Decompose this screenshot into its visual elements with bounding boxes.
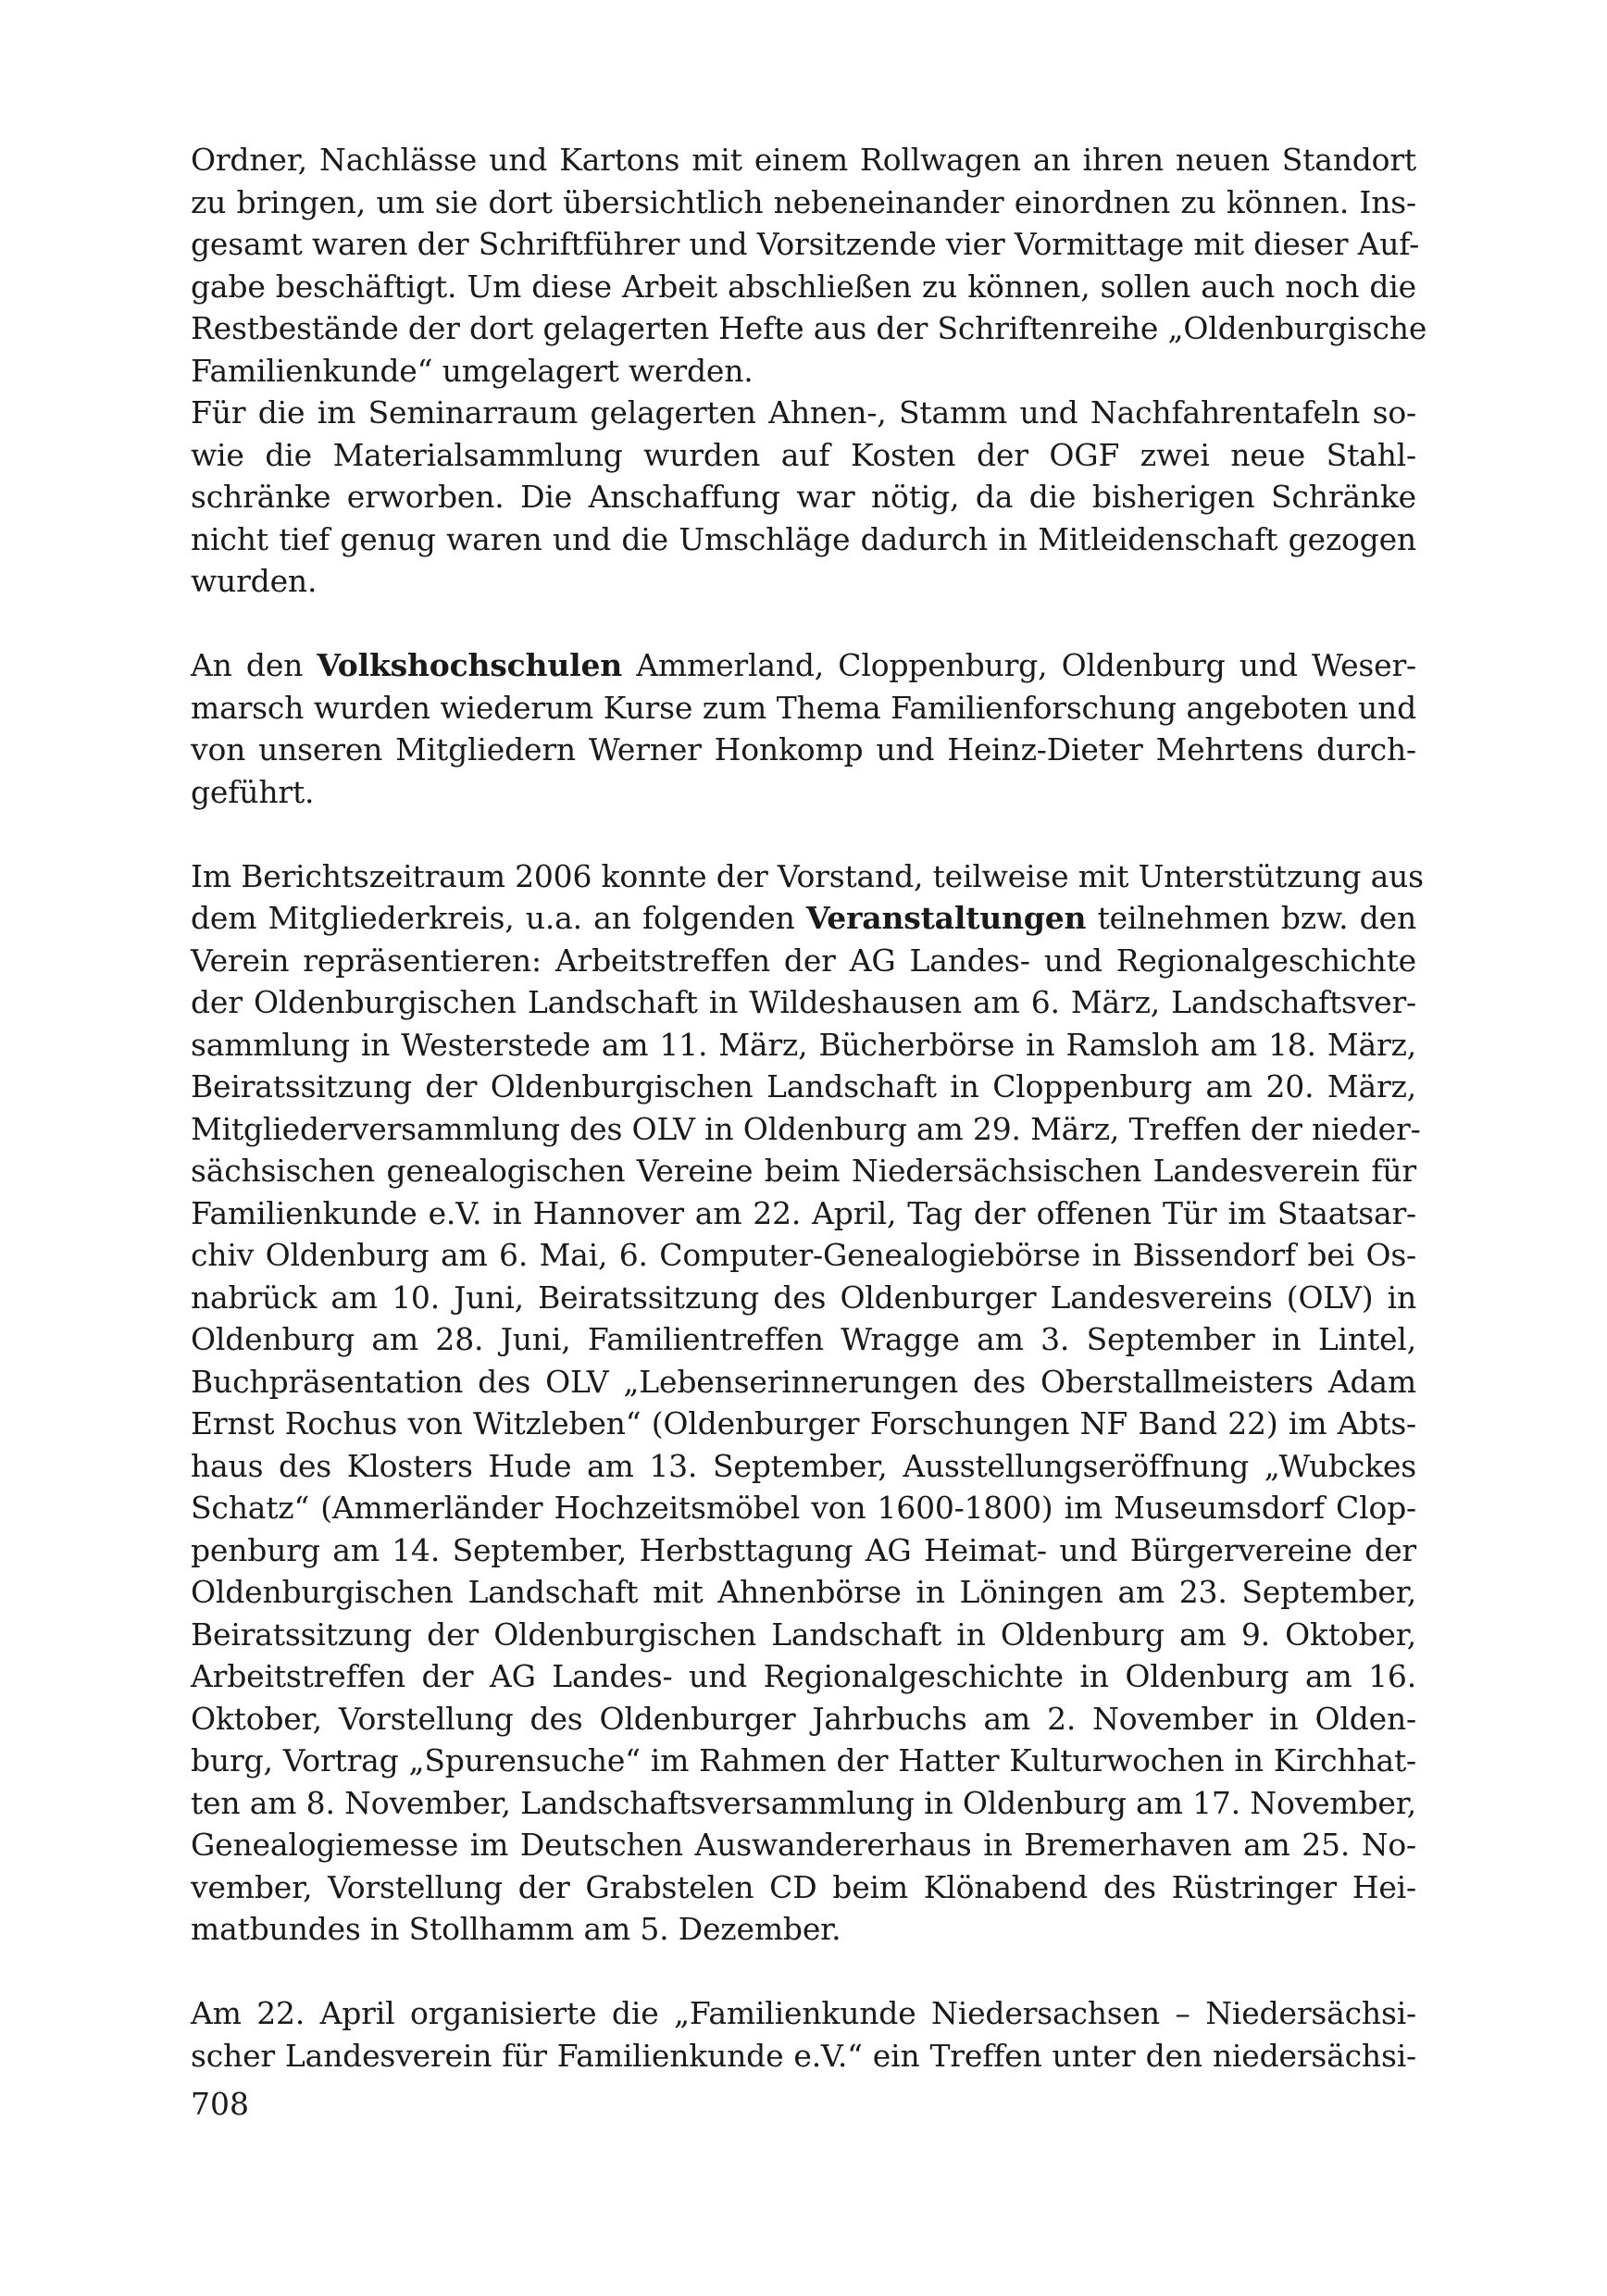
text-line: Oktober, Vorstellung des Oldenburger Jahrbuchs am 2. November in Olden- — [191, 1700, 1416, 1737]
page-body-text — [191, 139, 1427, 2119]
text-line — [191, 644, 1416, 687]
text-segment: dem Mitgliederkreis, u.a. an folgenden — [191, 900, 806, 936]
text-line: Für die im Seminarraum gelagerten Ahnen-, Stamm und Nachfahrentafeln so- — [191, 394, 1416, 430]
text-line: scher Landesverein für Familienkunde e.V.“ ein Treffen unter den niedersächsi- — [191, 2037, 1416, 2074]
paragraph-archive-move — [191, 139, 1427, 392]
text-line: der Oldenburgischen Landschaft in Wildeshausen am 6. März, Landschaftsver- — [191, 984, 1416, 1020]
text-line: Verein repräsentieren: Arbeitstreffen der AG Landes- und Regionalgeschichte — [191, 942, 1416, 979]
text-line: vember, Vorstellung der Grabstelen CD beim Klönabend des Rüstringer Hei- — [191, 1868, 1416, 1905]
text-line: Beiratssitzung der Oldenburgischen Landschaft in Cloppenburg am 20. März, — [191, 1068, 1416, 1104]
text-line: Mitgliederversammlung des OLV in Oldenburg am 29. März, Treffen der nieder- — [191, 1110, 1421, 1147]
text-line: marsch wurden wiederum Kurse zum Thema Familienforschung angeboten und — [191, 689, 1416, 726]
text-line: ten am 8. November, Landschaftsversammlung in Oldenburg am 17. November, — [191, 1784, 1416, 1821]
text-line: gabe beschäftigt. Um diese Arbeit abschließen zu können, sollen auch noch die — [191, 268, 1416, 305]
text-line: matbundes in Stollhamm am 5. Dezember. — [191, 1911, 841, 1947]
text-line: Arbeitstreffen der AG Landes- und Regionalgeschichte in Oldenburg am 16. — [191, 1658, 1416, 1694]
text-line: Ordner, Nachlässe und Kartons mit einem Rollwagen an ihren neuen Standort — [191, 142, 1416, 178]
text-line: haus des Klosters Hude am 13. September, Ausstellungseröffnung „Wubckes — [191, 1447, 1416, 1484]
bold-term-volkshochschulen: Volkshochschulen — [317, 647, 623, 683]
text-line: geführt. — [191, 773, 315, 810]
text-line: Beiratssitzung der Oldenburgischen Landschaft in Oldenburg am 9. Oktober, — [191, 1616, 1416, 1653]
text-line: burg, Vortrag „Spurensuche“ im Rahmen der Hatter Kulturwochen in Kirchhat- — [191, 1742, 1416, 1778]
text-line: Buchpräsentation des OLV „Lebenserinnerungen des Oberstallmeisters Adam — [191, 1363, 1416, 1400]
text-line: penburg am 14. September, Herbsttagung AG Heimat- und Bürgervereine der — [191, 1531, 1416, 1568]
text-line: Im Berichtszeitraum 2006 konnte der Vorstand, teilweise mit Unterstützung aus — [191, 857, 1424, 894]
paragraph-volkshochschulen — [191, 644, 1416, 813]
page-number: 708 — [191, 2086, 249, 2122]
text-line: chiv Oldenburg am 6. Mai, 6. Computer-Genealogiebörse in Bissendorf bei Os- — [191, 1237, 1416, 1273]
text-line: Restbestände der dort gelagerten Hefte aus der Schriftenreihe „Oldenburgische — [191, 310, 1427, 346]
text-line: Schatz“ (Ammerländer Hochzeitsmöbel von 1600-1800) im Museumsdorf Clop- — [191, 1490, 1416, 1526]
text-line — [191, 897, 1416, 940]
text-line: Oldenburg am 28. Juni, Familientreffen Wragge am 3. September in Lintel, — [191, 1321, 1416, 1357]
paragraph-steel-cabinets — [191, 392, 1416, 603]
text-line: Ernst Rochus von Witzleben“ (Oldenburger Forschungen NF Band 22) im Abts- — [191, 1405, 1416, 1441]
text-segment: An den — [191, 647, 318, 683]
text-line: sächsischen genealogischen Vereine beim Niedersächsischen Landesverein für — [191, 1153, 1416, 1189]
text-segment: Ammerland, Cloppenburg, Oldenburg und Weser- — [622, 647, 1416, 683]
text-line: Am 22. April organisierte die „Familienkunde Niedersachsen – Niedersächsi- — [191, 1995, 1416, 2031]
text-line: Oldenburgischen Landschaft mit Ahnenbörse in Löningen am 23. September, — [191, 1574, 1416, 1610]
paragraph-veranstaltungen — [191, 855, 1424, 1951]
text-line: nicht tief genug waren und die Umschläge dadurch in Mitleidenschaft gezogen — [191, 520, 1416, 557]
text-line: Genealogiemesse im Deutschen Auswandererhaus in Bremerhaven am 25. No- — [191, 1827, 1416, 1863]
text-segment: teilnehmen bzw. den — [1086, 900, 1416, 936]
text-line: wie die Materialsammlung wurden auf Kosten der OGF zwei neue Stahl- — [191, 436, 1416, 473]
bold-term-veranstaltungen: Veranstaltungen — [805, 900, 1087, 936]
text-line: nabrück am 10. Juni, Beiratssitzung des Oldenburger Landesvereins (OLV) in — [191, 1279, 1416, 1316]
text-line: zu bringen, um sie dort übersichtlich nebeneinander einordnen zu können. Ins- — [191, 183, 1416, 220]
text-line: Familienkunde“ umgelagert werden. — [191, 352, 754, 389]
text-line: schränke erworben. Die Anschaffung war nötig, da die bisherigen Schränke — [191, 479, 1416, 515]
text-line: gesamt waren der Schriftführer und Vorsitzende vier Vormittage mit dieser Auf- — [191, 226, 1420, 262]
text-line: Familienkunde e.V. in Hannover am 22. April, Tag der offenen Tür im Staatsar- — [191, 1194, 1416, 1231]
text-line: sammlung in Westerstede am 11. März, Bücherbörse in Ramsloh am 18. März, — [191, 1026, 1416, 1063]
text-line: wurden. — [191, 563, 318, 599]
text-line: von unseren Mitgliedern Werner Honkomp und Heinz-Dieter Mehrtens durch- — [191, 731, 1416, 767]
paragraph-niedersachsen-meeting — [191, 1992, 1416, 2077]
